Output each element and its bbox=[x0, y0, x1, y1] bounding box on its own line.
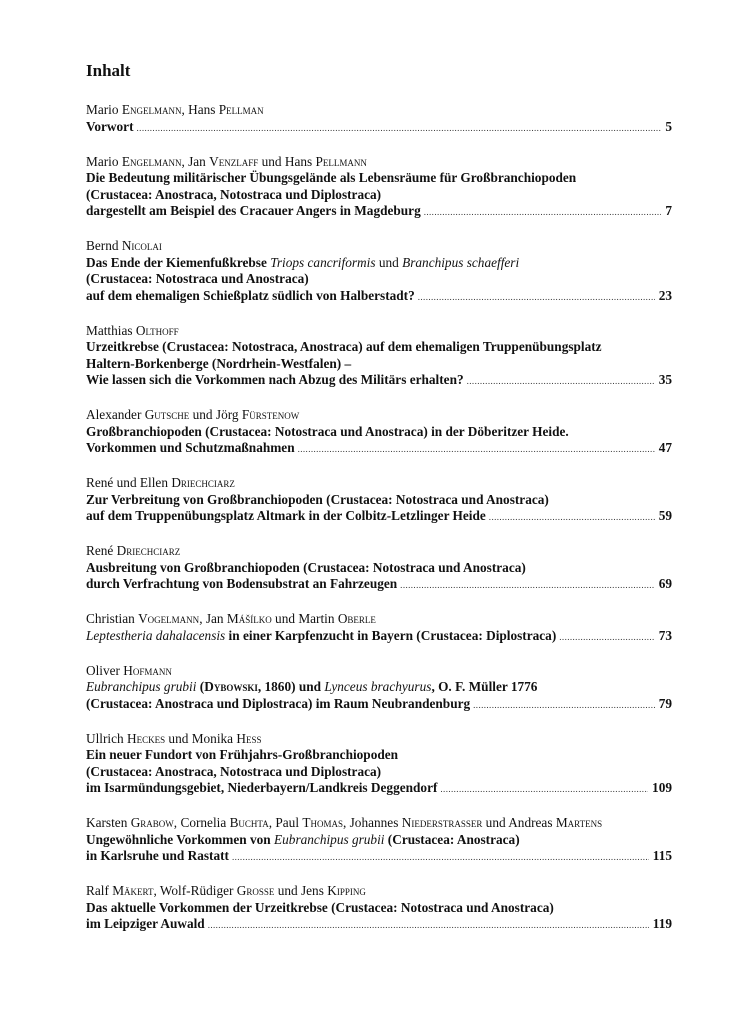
dot-leader bbox=[298, 441, 655, 458]
entry-title-last-line[interactable] bbox=[86, 508, 672, 526]
title-segment: , 1860) und bbox=[257, 679, 325, 694]
title-segment: in einer Karpfenzucht in Bayern (Crustacea: Diplostraca) bbox=[225, 627, 557, 643]
page-number[interactable]: 73 bbox=[658, 627, 672, 643]
title-segment: Urzeitkrebse (Crustacea: Notostraca, Anostraca) auf dem ehemaligen Truppenübungsplatz bbox=[86, 339, 602, 354]
author-surname: Mäkert bbox=[112, 883, 154, 898]
author-text: Christian bbox=[86, 611, 139, 626]
toc-entry[interactable] bbox=[86, 323, 672, 390]
entry-title-line bbox=[86, 832, 672, 849]
author-surname: Driechciarz bbox=[171, 475, 235, 490]
title-segment: Vorkommen und Schutzmaßnahmen bbox=[86, 440, 295, 455]
author-text: und Jens bbox=[274, 883, 328, 898]
title-segment: im Isarmündungsgebiet, Niederbayern/Landkreis Deggendorf bbox=[86, 780, 438, 795]
title-segment: auf dem Truppenübungsplatz Altmark in der Colbitz-Letzlinger Heide bbox=[86, 508, 486, 523]
author-text: Ralf bbox=[86, 883, 113, 898]
page-number[interactable]: 109 bbox=[652, 780, 672, 795]
page-number[interactable]: 119 bbox=[652, 916, 672, 931]
entry-authors bbox=[86, 543, 672, 560]
entry-title-text bbox=[86, 119, 134, 136]
entry-title-text bbox=[86, 696, 470, 713]
entry-authors bbox=[86, 154, 672, 171]
toc-entry[interactable] bbox=[86, 883, 672, 934]
title-segment: Das Ende der Kiemenfußkrebse bbox=[86, 254, 271, 270]
dot-leader bbox=[559, 629, 654, 646]
dot-leader bbox=[424, 204, 662, 221]
entry-title-line bbox=[86, 900, 672, 917]
title-segment: Vorwort bbox=[86, 118, 134, 134]
dot-leader bbox=[467, 373, 655, 390]
entry-title-last-line[interactable] bbox=[86, 848, 672, 866]
title-segment: durch Verfrachtung von Bodensubstrat an Fahrzeugen bbox=[86, 576, 398, 591]
title-segment: Haltern-Borkenberge (Nordrhein-Westfalen) – bbox=[86, 355, 352, 371]
author-surname: Martens bbox=[555, 815, 603, 830]
author-surname: Hofmann bbox=[123, 662, 172, 678]
dot-leader bbox=[400, 577, 655, 594]
entry-title-last-line[interactable] bbox=[86, 696, 672, 714]
author-surname: Gutsche bbox=[144, 407, 190, 422]
author-text: Alexander bbox=[86, 407, 145, 422]
entry-title-text bbox=[86, 848, 229, 865]
entry-title-last-line[interactable] bbox=[86, 288, 672, 306]
toc-entry[interactable] bbox=[86, 475, 672, 526]
author-surname: Heckes bbox=[127, 730, 166, 746]
title-segment: (Crustacea: Anostraca) bbox=[384, 831, 520, 847]
author-surname: Olthoff bbox=[135, 322, 179, 338]
entry-title-last-line[interactable] bbox=[86, 203, 672, 221]
entry-title-last-line[interactable] bbox=[86, 780, 672, 798]
dot-leader bbox=[208, 917, 649, 934]
dot-leader bbox=[440, 781, 648, 798]
entry-title-line bbox=[86, 560, 672, 577]
page-title: Inhalt bbox=[86, 61, 131, 80]
author-text: René und Ellen bbox=[86, 475, 172, 490]
author-surname: Pellman bbox=[218, 102, 264, 117]
author-text: René bbox=[86, 543, 117, 558]
entry-authors bbox=[86, 238, 672, 255]
title-segment-italic: Triops cancriformis bbox=[270, 254, 376, 270]
author-text: , Paul bbox=[268, 815, 303, 830]
author-text: Bernd bbox=[86, 238, 122, 253]
title-segment-smallcaps: Dybowski bbox=[204, 679, 258, 694]
title-segment: Ausbreitung von Großbranchiopoden (Crustacea: Notostraca und Anostraca) bbox=[86, 559, 526, 575]
title-segment-italic: Eubranchipus grubii bbox=[86, 679, 197, 694]
author-surname: Engelmann bbox=[121, 102, 182, 117]
toc-entry[interactable] bbox=[86, 238, 672, 305]
author-text: Ullrich bbox=[86, 730, 127, 746]
page-number[interactable]: 79 bbox=[658, 695, 672, 711]
toc-entry[interactable] bbox=[86, 663, 672, 714]
page-number[interactable]: 7 bbox=[665, 203, 672, 218]
title-segment-italic: Eubranchipus grubii bbox=[274, 831, 385, 847]
author-surname: Grabow bbox=[130, 815, 174, 830]
title-segment: im Leipziger Auwald bbox=[86, 916, 205, 931]
dot-leader bbox=[418, 289, 655, 306]
author-surname: Mášílko bbox=[226, 611, 272, 626]
page-number[interactable]: 5 bbox=[665, 118, 672, 134]
entry-title-last-line[interactable] bbox=[86, 628, 672, 646]
entry-title-text bbox=[86, 508, 486, 525]
entry-title-line bbox=[86, 492, 672, 509]
entry-authors bbox=[86, 323, 672, 340]
author-surname: Fürstenow bbox=[241, 407, 300, 422]
entry-authors bbox=[86, 663, 672, 680]
title-segment: Die Bedeutung militärischer Übungsgelände als Lebensräume für Großbranchiopoden bbox=[86, 170, 577, 185]
title-segment: Wie lassen sich die Vorkommen nach Abzug des Militärs erhalten? bbox=[86, 372, 464, 387]
title-segment: (Crustacea: Anostraca und Diplostraca) im Raum Neubrandenburg bbox=[86, 695, 471, 711]
entry-title-text bbox=[86, 916, 205, 933]
entry-title-text bbox=[86, 203, 421, 220]
entry-title-line bbox=[86, 356, 672, 373]
author-surname: Nicolai bbox=[121, 238, 162, 253]
page-number[interactable]: 115 bbox=[652, 848, 672, 863]
entry-title-line bbox=[86, 339, 672, 356]
entry-title-text bbox=[86, 440, 295, 457]
author-text: , Johannes bbox=[342, 815, 402, 830]
title-segment: in Karlsruhe und Rastatt bbox=[86, 848, 229, 863]
author-surname: Vogelmann bbox=[138, 611, 200, 626]
author-surname: Venzlaff bbox=[209, 153, 259, 169]
entry-title-text bbox=[86, 372, 464, 389]
toc-entry[interactable] bbox=[86, 611, 672, 645]
title-segment: Großbranchiopoden (Crustacea: Notostraca und Anostraca) in der Döberitzer Heide. bbox=[86, 423, 569, 439]
table-of-contents bbox=[86, 102, 672, 951]
title-segment: ( bbox=[196, 679, 205, 694]
dot-leader bbox=[489, 509, 655, 526]
page-number[interactable]: 59 bbox=[658, 508, 672, 523]
entry-title-line bbox=[86, 271, 672, 288]
entry-title-line bbox=[86, 679, 672, 696]
entry-title-last-line[interactable] bbox=[86, 576, 672, 594]
entry-title-line bbox=[86, 187, 672, 204]
title-segment: (Crustacea: Anostraca, Notostraca und Diplostraca) bbox=[86, 763, 382, 779]
title-segment: Zur Verbreitung von Großbranchiopoden (Crustacea: Notostraca und Anostraca) bbox=[86, 491, 549, 507]
author-surname: Pellmann bbox=[315, 153, 367, 169]
toc-entry[interactable] bbox=[86, 407, 672, 458]
entry-authors bbox=[86, 475, 672, 492]
title-segment: Ungewöhnliche Vorkommen von bbox=[86, 831, 275, 847]
author-text: , Cornelia bbox=[173, 815, 230, 830]
author-text: Oliver bbox=[86, 662, 124, 678]
entry-title-line bbox=[86, 170, 672, 187]
title-segment: Das aktuelle Vorkommen der Urzeitkrebse (Crustacea: Notostraca und Anostraca) bbox=[86, 899, 554, 915]
page-number[interactable]: 47 bbox=[658, 440, 672, 455]
title-segment: dargestellt am Beispiel des Cracauer Angers in Magdeburg bbox=[86, 203, 421, 218]
author-surname: Driechciarz bbox=[116, 543, 181, 558]
author-text: Matthias bbox=[86, 322, 136, 338]
toc-entry[interactable] bbox=[86, 543, 672, 594]
entry-authors bbox=[86, 731, 672, 748]
title-segment: auf dem ehemaligen Schießplatz südlich von Halberstadt? bbox=[86, 287, 415, 303]
dot-leader bbox=[473, 697, 655, 714]
title-segment-italic: Lynceus brachyurus bbox=[324, 679, 432, 694]
author-text: und Andreas bbox=[482, 815, 556, 830]
author-text: und Hans bbox=[258, 153, 316, 169]
page-number[interactable]: 35 bbox=[658, 372, 672, 387]
entry-authors bbox=[86, 815, 672, 832]
entry-authors bbox=[86, 883, 672, 900]
dot-leader bbox=[232, 849, 649, 866]
title-segment: und bbox=[375, 254, 403, 270]
toc-entry[interactable] bbox=[86, 102, 672, 136]
toc-entry[interactable] bbox=[86, 731, 672, 798]
toc-entry[interactable] bbox=[86, 815, 672, 866]
page-number[interactable]: 23 bbox=[658, 287, 672, 303]
entry-title-line bbox=[86, 747, 672, 764]
entry-title-text bbox=[86, 628, 556, 645]
entry-authors bbox=[86, 611, 672, 628]
entry-title-last-line[interactable] bbox=[86, 440, 672, 458]
author-text: Mario bbox=[86, 102, 122, 117]
page-number[interactable]: 69 bbox=[658, 576, 672, 591]
entry-title-last-line[interactable] bbox=[86, 372, 672, 390]
author-surname: Kipping bbox=[327, 883, 366, 898]
entry-title-text bbox=[86, 576, 397, 593]
entry-authors bbox=[86, 102, 672, 119]
entry-title-line bbox=[86, 424, 672, 441]
author-surname: Grosse bbox=[236, 883, 275, 898]
author-text: und Martin bbox=[271, 611, 338, 626]
entry-title-last-line[interactable] bbox=[86, 916, 672, 934]
author-text: und Jörg bbox=[189, 407, 242, 422]
author-text: , Wolf-Rüdiger bbox=[153, 883, 237, 898]
title-segment-italic: Branchipus schaefferi bbox=[402, 254, 520, 270]
entry-title-line bbox=[86, 764, 672, 781]
toc-entry[interactable] bbox=[86, 154, 672, 221]
dot-leader bbox=[137, 120, 662, 137]
author-text: , Jan bbox=[199, 611, 227, 626]
title-segment: (Crustacea: Notostraca und Anostraca) bbox=[86, 271, 309, 286]
entry-title-line bbox=[86, 255, 672, 272]
author-text: und Monika bbox=[165, 730, 237, 746]
author-surname: Thomas bbox=[302, 815, 343, 830]
author-text: , Jan bbox=[181, 153, 210, 169]
title-segment: , O. F. Müller 1776 bbox=[431, 679, 538, 694]
author-text: , Hans bbox=[181, 102, 219, 117]
author-text: Mario bbox=[86, 153, 122, 169]
entry-title-text bbox=[86, 288, 415, 305]
author-surname: Buchta bbox=[229, 815, 269, 830]
entry-title-text bbox=[86, 780, 437, 797]
author-text: Karsten bbox=[86, 815, 131, 830]
entry-authors bbox=[86, 407, 672, 424]
author-surname: Hess bbox=[236, 730, 262, 746]
author-surname: Engelmann bbox=[121, 153, 182, 169]
title-segment: Ein neuer Fundort von Frühjahrs-Großbranchiopoden bbox=[86, 747, 399, 762]
author-surname: Oberle bbox=[337, 611, 376, 626]
author-surname: Niederstrasser bbox=[401, 815, 483, 830]
title-segment: (Crustacea: Anostraca, Notostraca und Diplostraca) bbox=[86, 186, 382, 202]
title-segment-italic: Leptestheria dahalacensis bbox=[86, 627, 226, 643]
entry-title-last-line[interactable] bbox=[86, 119, 672, 137]
